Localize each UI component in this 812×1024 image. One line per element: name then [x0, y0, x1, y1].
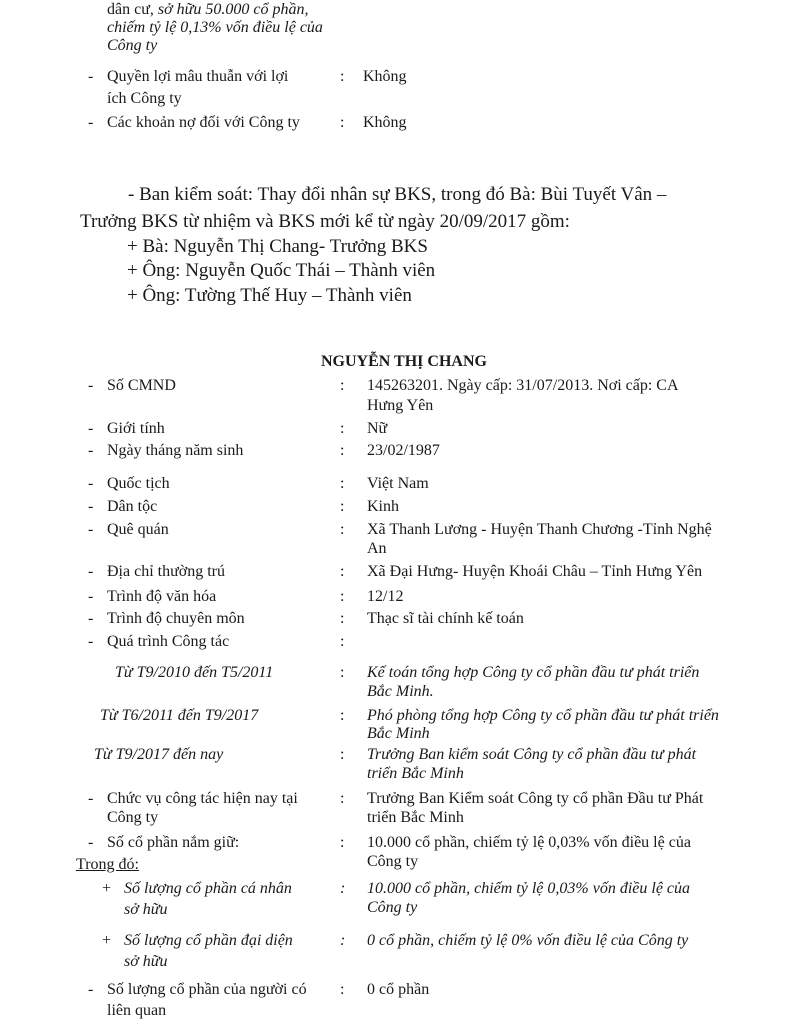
field-value: Công ty — [367, 853, 419, 870]
field-value: 23/02/1987 — [367, 442, 440, 459]
separator-colon: : — [340, 563, 345, 580]
career-description: Bắc Minh. — [367, 683, 434, 700]
separator-colon: : — [340, 521, 345, 538]
field-value: Thạc sĩ tài chính kế toán — [367, 610, 524, 627]
separator-colon: : — [340, 880, 346, 897]
bullet-dash: - — [88, 377, 94, 394]
bullet-dash: - — [88, 981, 94, 998]
career-description: Phó phòng tổng hợp Công ty cổ phần đầu tư phát triển — [367, 707, 719, 724]
separator-colon: : — [340, 790, 345, 807]
field-label: Quốc tịch — [107, 475, 170, 492]
field-label: Quyền lợi mâu thuẫn với lợi — [107, 68, 289, 85]
bullet-dash: - — [88, 834, 94, 851]
field-value: triển Bắc Minh — [367, 809, 464, 826]
career-period: Từ T9/2010 đến T5/2011 — [115, 664, 274, 681]
separator-colon: : — [340, 114, 345, 131]
separator-colon: : — [340, 633, 345, 650]
career-description: Trưởng Ban kiểm soát Công ty cổ phần đầu tư phát — [367, 746, 697, 763]
field-value: 0 cổ phần — [367, 981, 430, 998]
field-value: Việt Nam — [367, 475, 429, 492]
field-value: Hưng Yên — [367, 397, 434, 414]
field-value: Xã Đại Hưng- Huyện Khoái Châu – Tỉnh Hưng Yên — [367, 563, 703, 580]
career-period: Từ T9/2017 đến nay — [94, 746, 224, 763]
separator-colon: : — [340, 475, 345, 492]
paragraph-line: - Ban kiểm soát: Thay đổi nhân sự BKS, trong đó Bà: Bùi Tuyết Vân – — [128, 184, 667, 205]
field-label: ích Công ty — [107, 90, 182, 107]
field-label: Chức vụ công tác hiện nay tại — [107, 790, 298, 807]
separator-colon: : — [340, 68, 345, 85]
separator-colon: : — [340, 588, 345, 605]
field-value: Xã Thanh Lương - Huyện Thanh Chương -Tỉnh Nghệ — [367, 521, 712, 538]
member-item: + Ông: Nguyễn Quốc Thái – Thành viên — [127, 260, 436, 281]
separator-colon: : — [340, 420, 345, 437]
career-period: Từ T6/2011 đến T9/2017 — [100, 707, 259, 724]
field-label: Số lượng cổ phần đại diện — [124, 932, 293, 949]
separator-colon: : — [340, 377, 345, 394]
bullet-dash: - — [88, 114, 94, 131]
bullet-dash: - — [88, 498, 94, 515]
field-value: 10.000 cổ phần, chiếm tỷ lệ 0,03% vốn điều lệ của — [367, 880, 691, 897]
separator-colon: : — [340, 834, 345, 851]
field-value: 10.000 cổ phần, chiếm tỷ lệ 0,03% vốn điều lệ của — [367, 834, 691, 851]
field-label: Số cổ phần nắm giữ: — [107, 834, 240, 851]
bullet-dash: - — [88, 633, 94, 650]
separator-colon: : — [340, 498, 345, 515]
field-value: 145263201. Ngày cấp: 31/07/2013. Nơi cấp: CA — [367, 377, 679, 394]
bullet-plus: + — [102, 932, 112, 949]
field-label: Các khoản nợ đối với Công ty — [107, 114, 300, 131]
bullet-dash: - — [88, 420, 94, 437]
person-name-heading: NGUYỄN THỊ CHANG — [321, 353, 487, 370]
bullet-dash: - — [88, 588, 94, 605]
field-value: Kinh — [367, 498, 399, 515]
member-item: + Ông: Tường Thế Huy – Thành viên — [127, 285, 412, 306]
career-description: Kế toán tổng hợp Công ty cổ phần đầu tư phát triển — [367, 664, 700, 681]
field-label: Dân tộc — [107, 498, 158, 515]
field-label: Ngày tháng năm sinh — [107, 442, 244, 459]
field-value: Nữ — [367, 420, 388, 437]
paragraph-line: Trưởng BKS từ nhiệm và BKS mới kể từ ngày 20/09/2017 gồm: — [80, 211, 570, 232]
field-label: sở hữu — [124, 953, 168, 970]
field-value: Trưởng Ban Kiểm soát Công ty cổ phần Đầu tư Phát — [367, 790, 704, 807]
field-value: Không — [363, 68, 407, 85]
text-line: Công ty — [107, 37, 158, 54]
field-value: An — [367, 540, 387, 557]
field-label: Địa chỉ thường trú — [107, 563, 225, 580]
field-label: Công ty — [107, 809, 159, 826]
career-description: triển Bắc Minh — [367, 765, 464, 782]
text-line: dân cư, sở hữu 50.000 cổ phần, — [107, 1, 309, 18]
field-label: Số CMND — [107, 377, 176, 394]
field-label: Quê quán — [107, 521, 169, 538]
of-which-heading: Trong đó: — [76, 856, 139, 873]
separator-colon: : — [340, 932, 346, 949]
field-label: sở hữu — [124, 901, 168, 918]
bullet-dash: - — [88, 563, 94, 580]
separator-colon: : — [340, 442, 345, 459]
field-label: Trình độ chuyên môn — [107, 610, 245, 627]
member-item: + Bà: Nguyễn Thị Chang- Trưởng BKS — [127, 236, 428, 257]
field-label: Quá trình Công tác — [107, 633, 230, 650]
bullet-dash: - — [88, 442, 94, 459]
field-value: 0 cổ phần, chiếm tỷ lệ 0% vốn điều lệ của Công ty — [367, 932, 689, 949]
field-label: Số lượng cổ phần của người có — [107, 981, 307, 998]
separator-colon: : — [340, 664, 345, 681]
bullet-dash: - — [88, 475, 94, 492]
field-value: 12/12 — [367, 588, 404, 605]
bullet-dash: - — [88, 610, 94, 627]
field-value: Không — [363, 114, 407, 131]
field-label: Giới tính — [107, 420, 165, 437]
text-line: chiếm tỷ lệ 0,13% vốn điều lệ của — [107, 19, 323, 36]
separator-colon: : — [340, 981, 345, 998]
field-label: liên quan — [107, 1002, 167, 1019]
separator-colon: : — [340, 746, 345, 763]
bullet-dash: - — [88, 790, 94, 807]
separator-colon: : — [340, 610, 345, 627]
separator-colon: : — [340, 707, 345, 724]
field-value: Công ty — [367, 899, 418, 916]
bullet-plus: + — [102, 880, 112, 897]
field-label: Số lượng cổ phần cá nhân — [124, 880, 292, 897]
field-label: Trình độ văn hóa — [107, 588, 217, 605]
bullet-dash: - — [88, 521, 94, 538]
bullet-dash: - — [88, 68, 94, 85]
career-description: Bắc Minh — [367, 725, 430, 742]
